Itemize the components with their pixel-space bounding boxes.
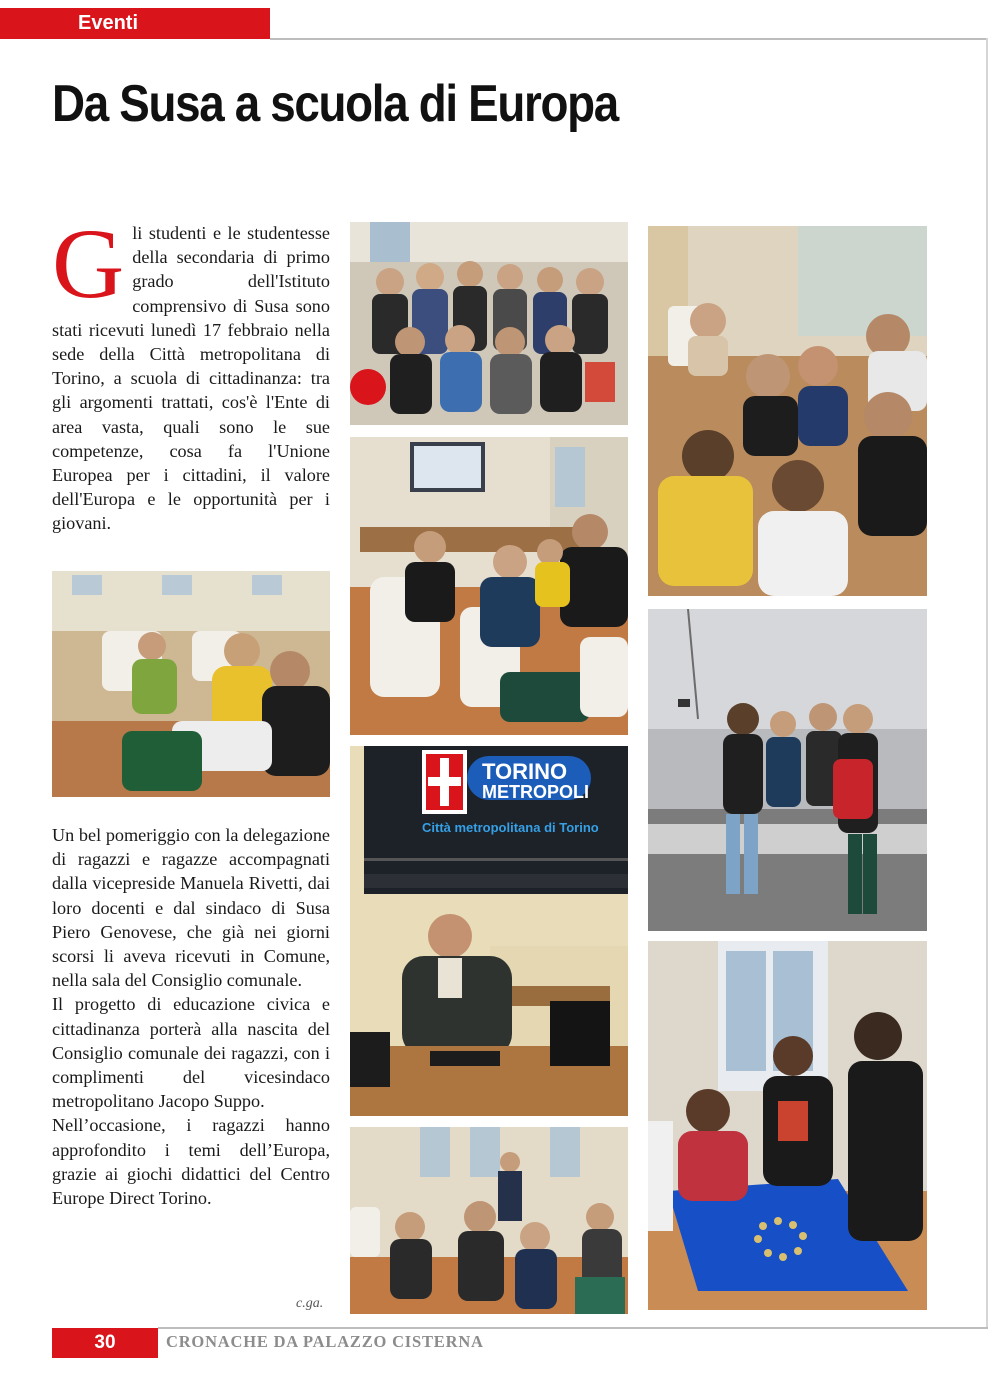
photo-conference-room <box>350 437 628 735</box>
page-number: 30 <box>52 1328 158 1358</box>
photo-students-circle <box>648 226 927 596</box>
body-paragraph: Nell’occasione, i ragazzi hanno approfondito i temi dell’Europa, grazie ai giochi didattici del Centro Europe Direct Torino. <box>52 1115 330 1209</box>
header-rule <box>270 38 988 40</box>
photo-selfie-terrace <box>648 609 927 931</box>
article-title: Da Susa a scuola di Europa <box>52 75 618 133</box>
photo-presentation <box>350 746 628 1116</box>
photo-group-portrait <box>350 222 628 425</box>
magazine-name: CRONACHE DA PALAZZO CISTERNA <box>166 1332 484 1351</box>
author-signature: c.ga. <box>296 1296 324 1311</box>
intro-paragraph <box>52 208 330 536</box>
body-paragraph: Il progetto di educazione civica e cittadinanza porterà alla nascita del Consiglio comunale dei ragazzi, con i complimenti del vicesindaco metropolitano Jacopo Suppo. <box>52 994 330 1112</box>
photo-europe-flag-game <box>648 941 927 1310</box>
footer-rule <box>158 1327 988 1329</box>
screen-subtitle: Città metropolitana di Torino <box>422 820 599 835</box>
body-text <box>52 823 330 1210</box>
dropcap: G <box>52 208 125 319</box>
section-label: Eventi <box>0 8 270 39</box>
body-paragraph: Un bel pomeriggio con la delegazione di ragazzi e ragazze accompagnati dalla vicepreside Manuela Rivetti, dai loro docenti e dal sindaco di Susa Piero Genovese, che già nei giorni scorsi li aveva ricevuti in Comune, nella sala del Consiglio comunale. <box>52 825 330 991</box>
screen-line1: TORINO <box>482 759 568 784</box>
intro-text: li studenti e le studentesse della secondaria di primo grado dell'Istituto comprensivo di Susa sono stati ricevuti lunedì 17 febbraio nella sede della Città metropolitana di Torino, a scuola di cittadinanza: tra gli argomenti trattati, cos'è l'Ente di area vasta, quali sono le sue competenze, cosa fa l'Unione Europea per i cittadini, il valore dell'Europa e le opportunità per i giovani. <box>52 223 330 534</box>
photo-meeting-room <box>350 1127 628 1314</box>
photo-audience-seated <box>52 571 330 797</box>
screen-line2: METROPOLI <box>482 782 589 802</box>
margin-rule <box>986 38 988 1328</box>
